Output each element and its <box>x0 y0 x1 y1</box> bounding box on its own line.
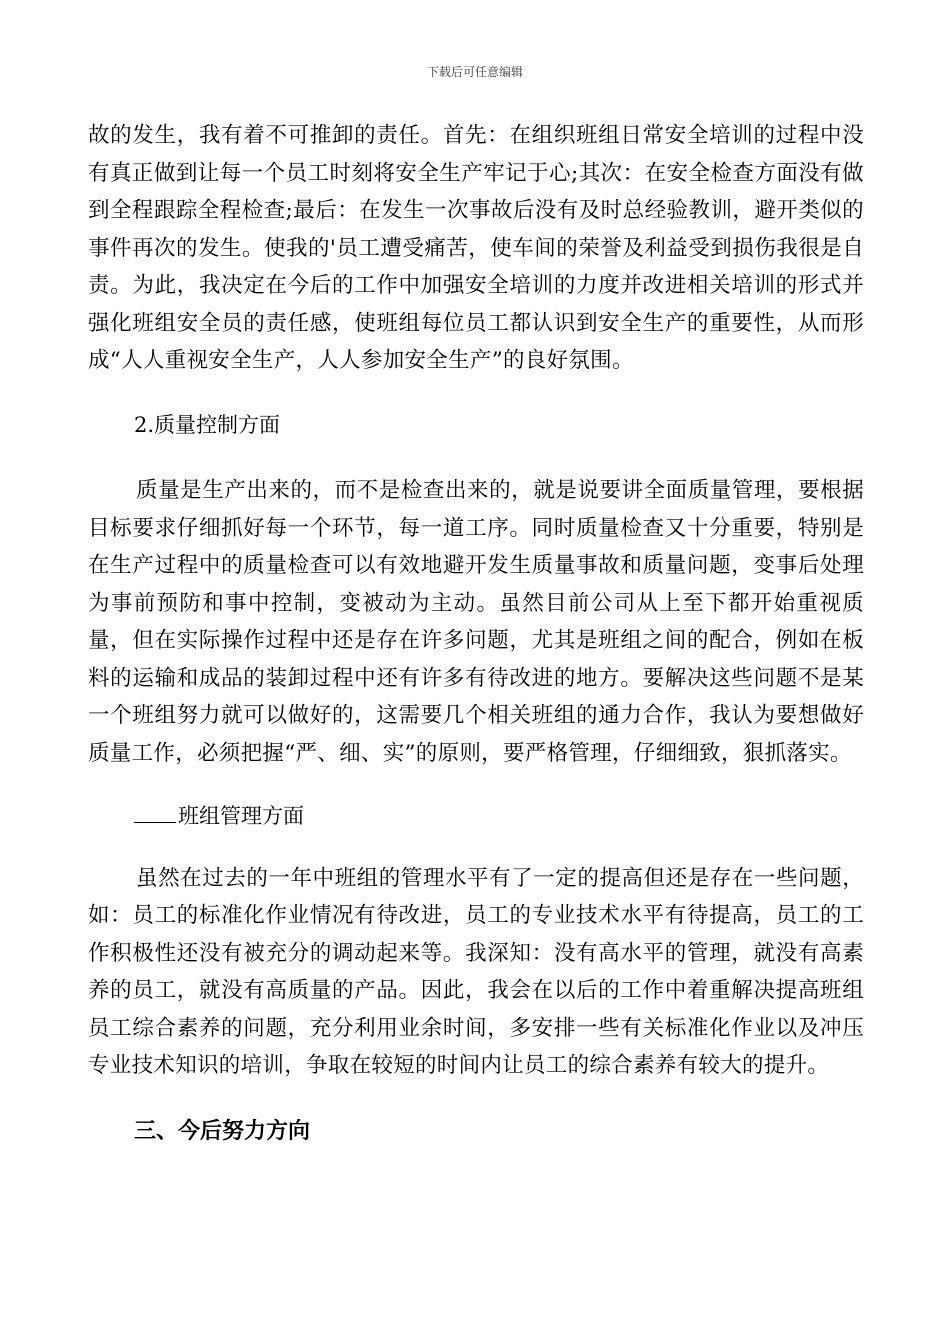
document-body <box>88 117 864 1150</box>
heading-team-management <box>88 798 864 836</box>
blank-underline <box>134 798 176 823</box>
section-title-future-direction: 三、今后努力方向 <box>134 1118 311 1144</box>
header-note: 下载后可任意编辑 <box>426 65 523 79</box>
paragraph-quality-control: 质量是生产出来的，而不是检查出来的，就是说要讲全面质量管理，要根据目标要求仔细抓好每一个环节，每一道工序。同时质量检查又十分重要，特别是在生产过程中的质量检查可以有效地避开发生质量事故和质量问题，变事后处理为事前预防和事中控制，变被动为主动。虽然目前公司从上至下都开始重视质量，但在实际操作过程中还是存在许多问题，尤其是班组之间的配合，例如在板料的运输和成品的装卸过程中还有许多有待改进的地方。要解决这些问题不是某一个班组努力就可以做好的，这需要几个相关班组的通力合作，我认为要想做好质量工作，必须把握“严、细、实”的原则，要严格管理，仔细细致，狠抓落实。 <box>88 478 864 766</box>
paragraph-safety-responsibility: 故的发生，我有着不可推卸的责任。首先：在组织班组日常安全培训的过程中没有真正做到让每一个员工时刻将安全生产牢记于心;其次：在安全检查方面没有做到全程跟踪全程检查;最后：在发生一次事故后没有及时总经验教训，避开类似的事件再次的发生。使我的'员工遭受痛苦，使车间的荣誉及利益受到损伤我很是自责。为此，我决定在今后的工作中加强安全培训的力度并改进相关培训的形式并强化班组安全员的责任感，使班组每位员工都认识到安全生产的重要性，从而形成“人人重视安全生产，人人参加安全生产”的良好氛围。 <box>88 123 864 373</box>
heading-quality-control: 2.质量控制方面 <box>134 412 281 437</box>
paragraph-team-management: 虽然在过去的一年中班组的管理水平有了一定的提高但还是存在一些问题，如：员工的标准化作业情况有待改进，员工的专业技术水平有待提高，员工的工作积极性还没有被充分的调动起来等。我深知：没有高水平的管理，就没有高素养的员工，就没有高质量的产品。因此，我会在以后的工作中着重解决提高班组员工综合素养的问题，充分利用业余时间，多安排一些有关标准化作业以及冲压专业技术知识的培训，争取在较短的时间内让员工的综合素养有较大的提升。 <box>88 865 864 1078</box>
heading-team-management-text: 班组管理方面 <box>178 804 304 828</box>
